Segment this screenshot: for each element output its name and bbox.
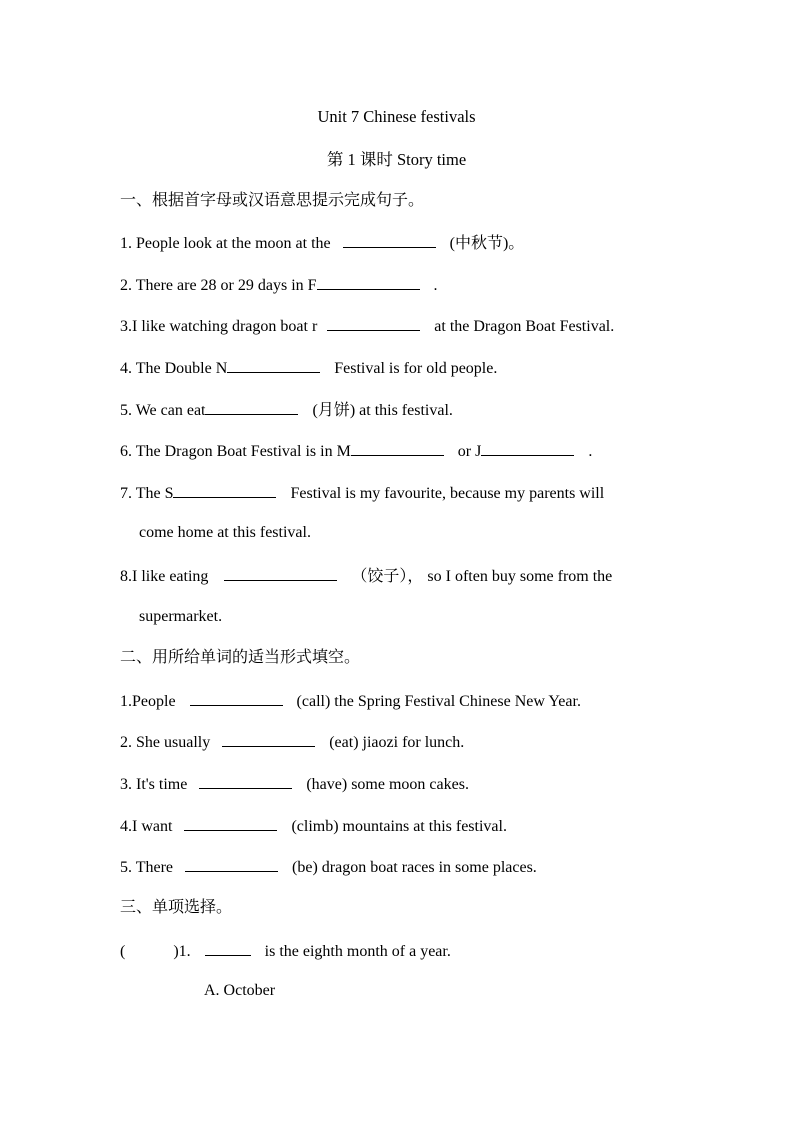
- s2-question-4: [120, 815, 507, 837]
- section1-heading: 一、根据首字母或汉语意思提示完成句子。: [120, 192, 425, 209]
- s1-question-1: [120, 232, 524, 254]
- s1-question-4: [120, 357, 497, 379]
- s2-q2-blank[interactable]: [222, 731, 315, 747]
- section2-heading: 二、用所给单词的适当形式填空。: [120, 649, 361, 666]
- s3-question-1: [120, 940, 451, 962]
- s2-q4-end: (climb) mountains at this festival.: [291, 818, 507, 835]
- s1-question-2: [120, 274, 438, 296]
- s3-q1-number: )1.: [173, 943, 191, 960]
- s1-q2-text: 2. There are 28 or 29 days in F: [120, 277, 317, 294]
- s1-q4-end: Festival is for old people.: [334, 360, 498, 377]
- s2-q3-text: 3. It's time: [120, 776, 188, 793]
- s1-q8-continuation: supermarket.: [139, 608, 223, 625]
- s1-q7-continuation: come home at this festival.: [139, 524, 311, 541]
- s3-q1-paren-open: (: [120, 943, 126, 960]
- s1-q8-end: （饺子）， so I often buy some from the: [351, 568, 613, 585]
- s2-q2-end: (eat) jiaozi for lunch.: [329, 734, 465, 751]
- s2-question-5: [120, 856, 537, 878]
- s1-question-8: [120, 565, 612, 587]
- s3-q1-blank[interactable]: [205, 940, 251, 956]
- s2-q5-blank[interactable]: [185, 856, 278, 872]
- s1-q5-blank[interactable]: [205, 399, 298, 415]
- s2-q1-blank[interactable]: [190, 690, 283, 706]
- page-title: Unit 7 Chinese festivals: [317, 107, 476, 126]
- section3-heading: 三、单项选择。: [120, 899, 233, 916]
- s2-q5-text: 5. There: [120, 859, 174, 876]
- s1-q6-end: .: [588, 443, 593, 460]
- s1-q1-hint: (中秋节)。: [449, 235, 525, 252]
- s1-question-3: [120, 315, 614, 337]
- s1-q7-text: 7. The S: [120, 485, 174, 502]
- s2-q1-text: 1.People: [120, 693, 176, 710]
- s2-q3-end: (have) some moon cakes.: [306, 776, 469, 793]
- s1-q7-blank[interactable]: [173, 482, 276, 498]
- s3-q1-option-a: A. October: [204, 982, 276, 999]
- s1-question-6: [120, 440, 592, 462]
- s1-q8-text: 8.I like eating: [120, 568, 209, 585]
- s1-q4-blank[interactable]: [227, 357, 320, 373]
- s1-q2-end: .: [433, 277, 438, 294]
- s1-q6-or: or J: [457, 443, 482, 460]
- s2-q5-end: (be) dragon boat races in some places.: [292, 859, 537, 876]
- s1-question-5: [120, 399, 453, 421]
- s3-q1-text: is the eighth month of a year.: [264, 943, 451, 960]
- s2-q4-blank[interactable]: [184, 815, 277, 831]
- s1-q5-end: (月饼) at this festival.: [312, 402, 453, 419]
- s1-q6-blank-2[interactable]: [481, 440, 574, 456]
- s1-q8-blank[interactable]: [224, 565, 337, 581]
- s1-q5-text: 5. We can eat: [120, 402, 206, 419]
- s2-q3-blank[interactable]: [199, 773, 292, 789]
- s1-q3-text: 3.I like watching dragon boat r: [120, 318, 318, 335]
- s1-q4-text: 4. The Double N: [120, 360, 228, 377]
- s1-question-7: [120, 482, 604, 504]
- s1-q7-end: Festival is my favourite, because my parents will: [290, 485, 605, 502]
- s1-q6-blank-1[interactable]: [351, 440, 444, 456]
- s1-q1-text: 1. People look at the moon at the: [120, 235, 331, 252]
- s1-q1-blank[interactable]: [343, 232, 436, 248]
- s2-question-2: [120, 731, 464, 753]
- s1-q2-blank[interactable]: [317, 274, 420, 290]
- s2-question-3: [120, 773, 469, 795]
- s1-q6-text: 6. The Dragon Boat Festival is in M: [120, 443, 351, 460]
- s2-q1-end: (call) the Spring Festival Chinese New Year.: [296, 693, 581, 710]
- s2-q2-text: 2. She usually: [120, 734, 211, 751]
- page-subtitle: 第 1 课时 Story time: [326, 150, 467, 169]
- s1-q3-blank[interactable]: [327, 315, 420, 331]
- s2-q4-text: 4.I want: [120, 818, 173, 835]
- s2-question-1: [120, 690, 581, 712]
- s1-q3-end: at the Dragon Boat Festival.: [434, 318, 615, 335]
